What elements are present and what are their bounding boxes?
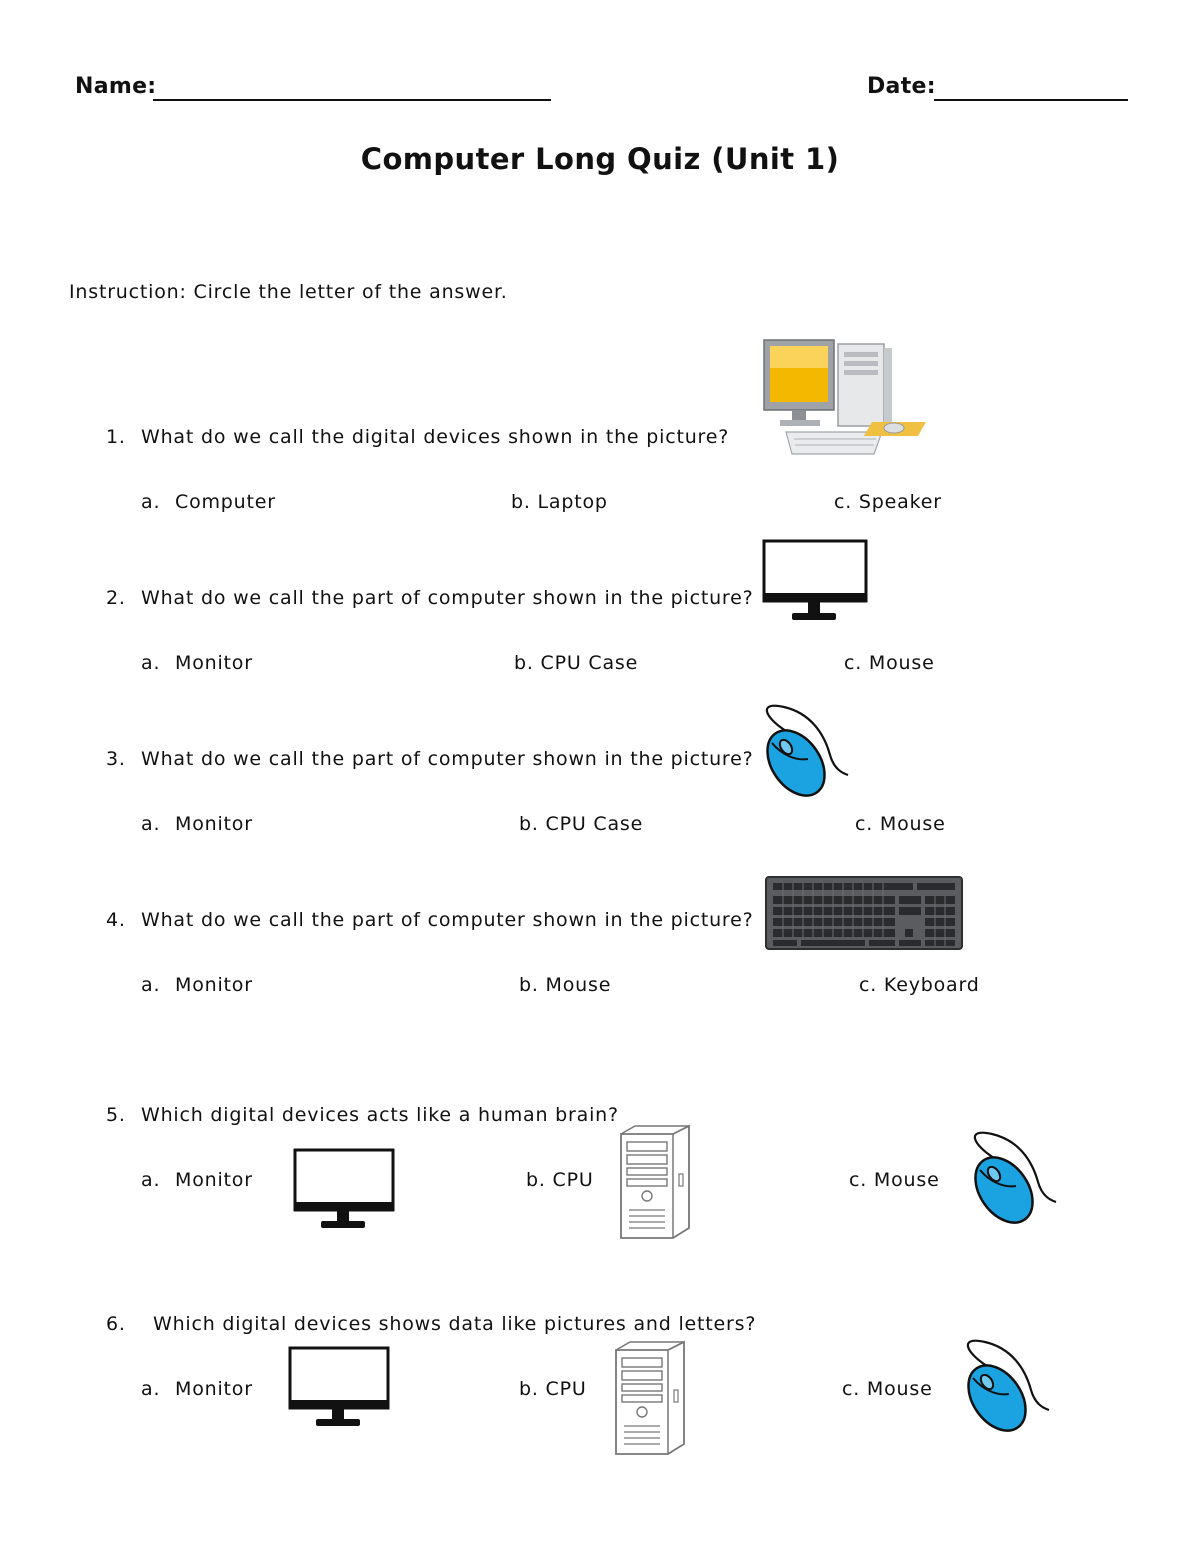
cpu-case-icon [615,1124,693,1240]
q2-option-a-text: Monitor [175,652,253,674]
q4-option-c[interactable]: c. Keyboard [859,974,980,996]
q5-option-b[interactable]: b. CPU [526,1169,594,1191]
q2-option-c[interactable]: c. Mouse [844,652,935,674]
question-5-number: 5. [106,1104,126,1126]
q3-option-a-letter[interactable]: a. [141,813,161,835]
q5-option-a-letter[interactable]: a. [141,1169,161,1191]
q2-option-a-letter[interactable]: a. [141,652,161,674]
q3-option-c[interactable]: c. Mouse [855,813,946,835]
question-1-text: What do we call the digital devices shown in the picture? [141,426,730,448]
q1-option-b[interactable]: b. Laptop [511,491,608,513]
q5-option-a-text: Monitor [175,1169,253,1191]
question-5-text: Which digital devices acts like a human brain? [141,1104,619,1126]
name-label: Name: [75,74,157,99]
q4-option-a-text: Monitor [175,974,253,996]
page-title: Computer Long Quiz (Unit 1) [360,142,840,176]
instruction-text: Instruction: Circle the letter of the answer. [69,281,508,303]
name-field[interactable] [153,99,551,101]
question-4-text: What do we call the part of computer shown in the picture? [141,909,754,931]
question-6-number: 6. [106,1313,126,1335]
q1-option-a-text: Computer [175,491,276,513]
question-1-number: 1. [106,426,126,448]
monitor-icon [293,1148,395,1232]
cpu-case-icon [610,1340,688,1456]
desktop-computer-icon [758,338,933,463]
question-3-number: 3. [106,748,126,770]
monitor-icon [762,539,868,625]
date-label: Date: [867,74,936,99]
question-3-text: What do we call the part of computer shown in the picture? [141,748,754,770]
question-6-text: Which digital devices shows data like pictures and letters? [153,1313,757,1335]
keyboard-icon [765,876,963,950]
q4-option-a-letter[interactable]: a. [141,974,161,996]
mouse-icon [756,703,852,803]
q6-option-a-text: Monitor [175,1378,253,1400]
question-4-number: 4. [106,909,126,931]
q2-option-b[interactable]: b. CPU Case [514,652,639,674]
question-2-number: 2. [106,587,126,609]
mouse-icon [957,1338,1053,1438]
q1-option-a-letter[interactable]: a. [141,491,161,513]
q6-option-b[interactable]: b. CPU [519,1378,587,1400]
q6-option-c[interactable]: c. Mouse [842,1378,933,1400]
monitor-icon [288,1346,390,1430]
q4-option-b[interactable]: b. Mouse [519,974,612,996]
date-field[interactable] [934,99,1128,101]
q3-option-b[interactable]: b. CPU Case [519,813,644,835]
q1-option-c[interactable]: c. Speaker [834,491,942,513]
q5-option-c[interactable]: c. Mouse [849,1169,940,1191]
question-2-text: What do we call the part of computer shown in the picture? [141,587,754,609]
mouse-icon [964,1130,1060,1230]
q3-option-a-text: Monitor [175,813,253,835]
q6-option-a-letter[interactable]: a. [141,1378,161,1400]
